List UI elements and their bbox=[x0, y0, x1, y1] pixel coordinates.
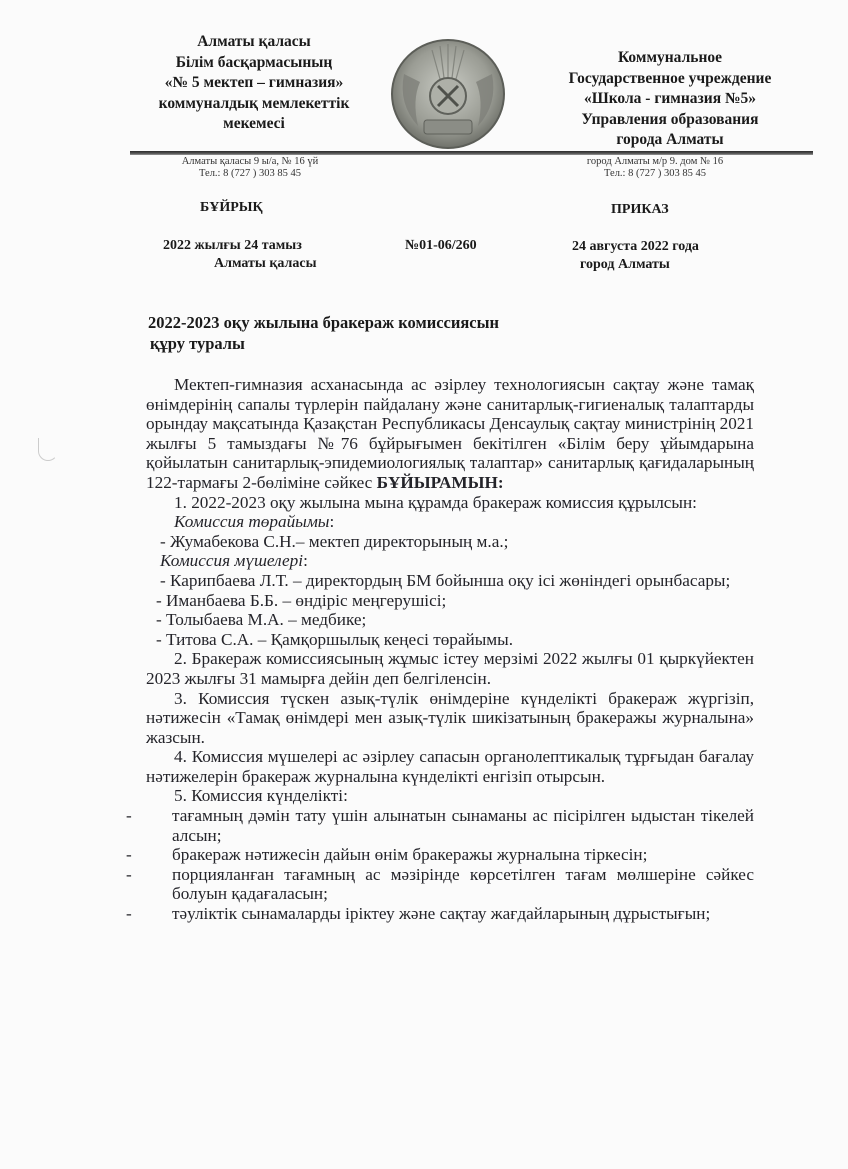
header-kz-line: мекемесі bbox=[223, 115, 285, 132]
order-city-ru: город Алматы bbox=[580, 257, 670, 272]
duty-item: - тағамның дәмін тату үшін алынатын сынаманы ас пісірілген ыдыстан тікелей алсын; bbox=[146, 806, 754, 845]
order-date-ru: 24 августа 2022 года bbox=[572, 239, 699, 254]
item-4: 4. Комиссия мүшелері ас әзірлеу сапасын органолептикалық тұрғыдан бағалау нәтижелерін бракераж журналына күнделікті енгізіп отырсын. bbox=[146, 747, 754, 786]
title-line: құру туралы bbox=[150, 334, 245, 353]
chair-label-line: Комиссия төрайымы: bbox=[174, 512, 335, 532]
member-entry: - Титова С.А. – Қамқоршылық кеңесі төрайымы. bbox=[156, 629, 514, 649]
punch-hole-mark bbox=[38, 438, 58, 461]
item-2: 2. Бракераж комиссиясының жұмыс істеу мерзімі 2022 жылғы 01 қыркүйектен 2023 жылғы 31 мамырға дейін деп белгіленсін. bbox=[146, 649, 754, 688]
title-line: 2022-2023 оқу жылына бракераж комиссиясын bbox=[148, 313, 499, 332]
address-kz bbox=[140, 156, 360, 180]
order-date-kz: 2022 жылғы 24 тамыз bbox=[163, 238, 302, 253]
duties-list bbox=[146, 806, 754, 924]
duty-item: - бракераж нәтижесін дайын өнім бракеражы журналына тіркесін; bbox=[146, 845, 754, 865]
state-emblem-icon bbox=[384, 34, 512, 154]
header-ru-line: города Алматы bbox=[616, 131, 724, 148]
member-entry: - Толыбаева М.А. – медбике; bbox=[156, 610, 367, 630]
document-title bbox=[148, 312, 499, 354]
header-ru-line: «Школа - гимназия №5» bbox=[583, 90, 757, 107]
address-ru-phone: Тел.: 8 (727 ) 303 85 45 bbox=[604, 168, 706, 179]
order-word: БҰЙЫРАМЫН: bbox=[376, 472, 504, 492]
members-label-line: Комиссия мүшелері: bbox=[160, 551, 308, 571]
address-ru-street: город Алматы м/р 9. дом № 16 bbox=[586, 156, 724, 167]
header-kz-line: Алматы қаласы bbox=[197, 33, 311, 50]
duty-item: - тәуліктік сынамаларды іріктеу және сақтау жағдайларының дұрыстығын; bbox=[146, 904, 754, 924]
duty-item: - порцияланған тағамның ас мәзірінде көрсетілген тағам мөлшеріне сәйкес болуын қадағаласын; bbox=[146, 865, 754, 904]
order-number: №01-06/260 bbox=[405, 238, 477, 253]
preamble-text: Мектеп-гимназия асханасында ас әзірлеу технологиясын сақтау және тамақ өнімдерінің сапалы түрлерін пайдалану және санитарлық-гигиеналық талаптарды орындау мақсатында Қазақстан Республикасы Денсаулық сақтау министрінің 2021 жылғы 5 тамыздағы №76 бұйрығымен бекітілген «Білім беру ұйымдарына қойылатын санитарлық-эпидемиологиялық талаптар» санитарлық қағидаларының 122-тармағы 2-бөліміне сәйкес bbox=[146, 375, 754, 492]
item-1: 1. 2022-2023 оқу жылына мына құрамда бракераж комиссия құрылсын: bbox=[174, 492, 697, 512]
item-5: 5. Комиссия күнделікті: bbox=[174, 786, 348, 806]
address-kz-street: Алматы қаласы 9 ы/а, № 16 үй bbox=[181, 156, 319, 167]
order-label-ru: ПРИКАЗ bbox=[611, 202, 669, 217]
address-kz-phone: Тел.: 8 (727 ) 303 85 45 bbox=[199, 168, 301, 179]
header-ru-line: Коммунальное bbox=[617, 49, 723, 66]
preamble-paragraph bbox=[146, 375, 754, 493]
document-body bbox=[146, 375, 754, 924]
header-ru-line: Управления образования bbox=[581, 110, 759, 128]
member-entry: - Иманбаева Б.Б. – өндіріс меңгерушісі; bbox=[156, 590, 447, 610]
header-org-name-kz bbox=[130, 32, 378, 135]
chair-entry: - Жумабекова С.Н.– мектеп директорының м.а.; bbox=[160, 531, 509, 551]
header-kz-line: «№ 5 мектеп – гимназия» bbox=[164, 74, 344, 91]
chair-label: Комиссия төрайымы bbox=[174, 512, 330, 532]
header-kz-line: коммуналдық мемлекеттік bbox=[158, 94, 350, 112]
item-3: 3. Комиссия түскен азық-түлік өнімдеріне күнделікті бракераж жүргізіп, нәтижесін «Тамақ өнімдері мен азық-түлік шикізатының бракеражы журналына» жазсын. bbox=[146, 688, 754, 747]
order-city-kz: Алматы қаласы bbox=[214, 256, 317, 271]
member-entry: - Карипбаева Л.Т. – директордың БМ бойынша оқу ісі жөніндегі орынбасары; bbox=[160, 570, 731, 590]
members-label: Комиссия мүшелері bbox=[160, 551, 304, 571]
header-ru-line: Государственное учреждение bbox=[568, 69, 772, 87]
header-divider bbox=[130, 151, 813, 155]
header-kz-line: Білім басқармасының bbox=[175, 53, 333, 71]
header-org-name-ru bbox=[530, 48, 810, 151]
order-label-kz: БҰЙРЫҚ bbox=[200, 200, 263, 215]
address-ru bbox=[545, 156, 765, 180]
